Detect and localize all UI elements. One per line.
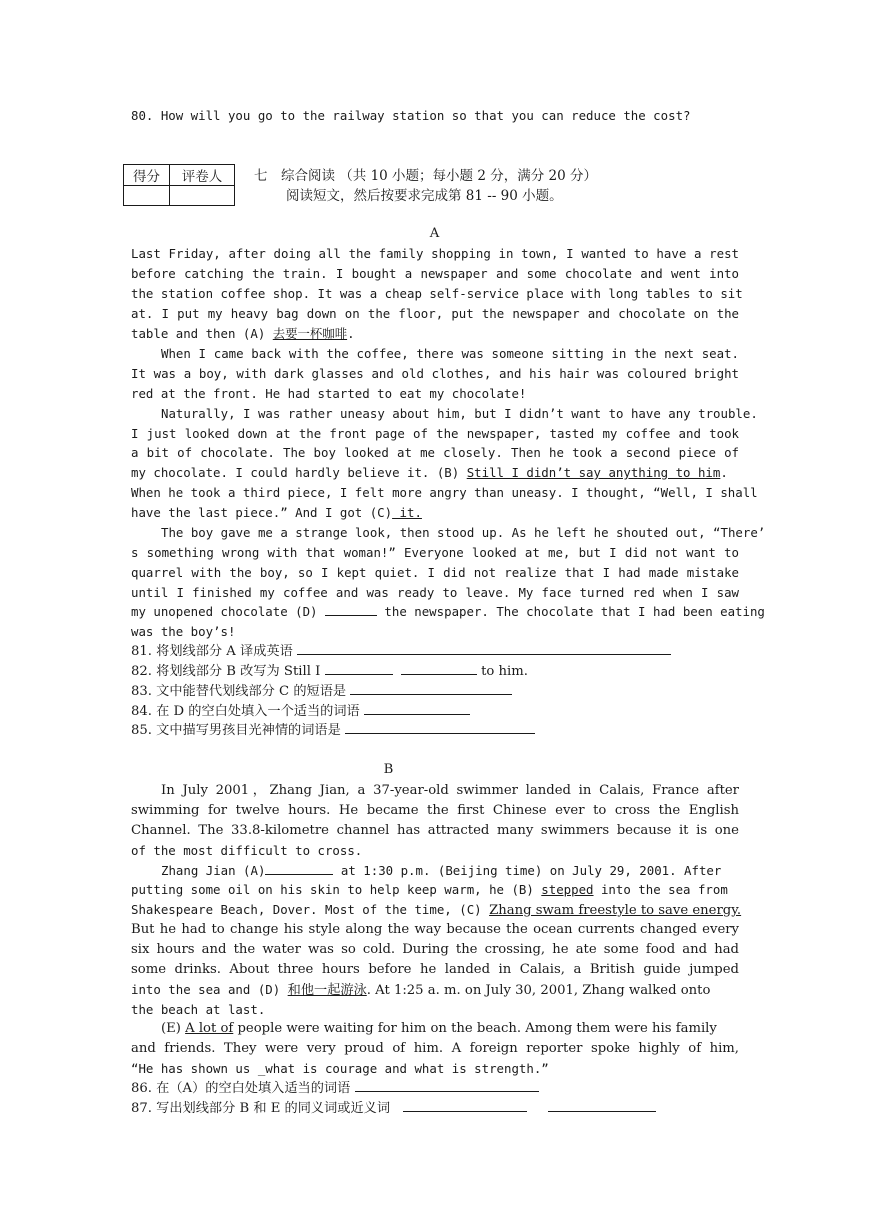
passage-a-heading: A bbox=[429, 226, 440, 241]
section-instruction: 阅读短文，然后按要求完成第 81 -- 90 小题。 bbox=[286, 188, 563, 204]
answer-87-e[interactable] bbox=[548, 1099, 656, 1112]
question-85: 85. 文中描写男孩目光神情的词语是 bbox=[131, 721, 739, 741]
passage-b-line: putting some oil on his skin to help keep warm, he (B) stepped into the sea from bbox=[131, 882, 728, 897]
passage-a-line: have the last piece.” And I got (C) it. bbox=[131, 505, 422, 520]
passage-b-line: six hours and the water was so cold. During the crossing, he ate some food and had bbox=[131, 942, 739, 957]
underlined-part-e: A lot of bbox=[185, 1021, 234, 1036]
answer-87-b[interactable] bbox=[403, 1099, 527, 1112]
passage-b-line: and friends. They were very proud of him. A foreign reporter spoke highly of him, bbox=[131, 1041, 739, 1056]
answer-81[interactable] bbox=[297, 642, 671, 655]
underlined-part-c: it. bbox=[392, 505, 422, 520]
passage-a-line: red at the front. He had started to eat my chocolate! bbox=[131, 386, 527, 401]
passage-b-line: the beach at last. bbox=[131, 1002, 266, 1017]
blank-a[interactable] bbox=[265, 862, 333, 875]
passage-a-line: the station coffee shop. It was a cheap self-service place with long tables to sit bbox=[131, 286, 743, 301]
passage-b-line: Shakespeare Beach, Dover. Most of the time, (C) Zhang swam freestyle to save energy. bbox=[131, 902, 742, 918]
passage-a-line: table and then (A) 去要一杯咖啡. bbox=[131, 326, 355, 341]
grader-cell[interactable] bbox=[170, 186, 235, 206]
passage-b-line: of the most difficult to cross. bbox=[131, 843, 363, 858]
answer-82-b[interactable] bbox=[401, 662, 477, 675]
question-87: 87. 写出划线部分 B 和 E 的同义词或近义词 bbox=[131, 1099, 739, 1119]
passage-b-line: (E) A lot of people were waiting for him on the beach. Among them were his family bbox=[161, 1021, 717, 1036]
underlined-part-c: Zhang swam freestyle to save energy. bbox=[489, 903, 742, 918]
score-table bbox=[123, 164, 235, 206]
grader-header: 评卷人 bbox=[170, 165, 235, 186]
passage-a-line: my chocolate. I could hardly believe it. (B) Still I didn’t say anything to him. bbox=[131, 465, 728, 480]
answer-86[interactable] bbox=[355, 1079, 539, 1092]
underlined-word-b: stepped bbox=[541, 882, 594, 897]
passage-b-line: “He has shown us _what is courage and what is strength.” bbox=[131, 1061, 549, 1076]
passage-a-line: until I finished my coffee and was ready to leave. My face turned red when I saw bbox=[131, 585, 739, 600]
answer-83[interactable] bbox=[350, 682, 512, 695]
passage-b-line: some drinks. About three hours before he landed in Calais, a British guide jumped bbox=[131, 962, 739, 977]
passage-b-line: into the sea and (D) 和他一起游泳. At 1:25 a. m. on July 30, 2001, Zhang walked onto bbox=[131, 982, 711, 998]
passage-a-line: a bit of chocolate. The boy looked at me closely. Then he took a second piece of bbox=[131, 445, 739, 460]
passage-a-line: s something wrong with that woman!” Everyone looked at me, but I did not want to bbox=[131, 545, 739, 560]
question-80: 80. How will you go to the railway station so that you can reduce the cost? bbox=[131, 108, 691, 123]
blank-d[interactable] bbox=[325, 603, 377, 616]
question-81: 81. 将划线部分 A 译成英语 bbox=[131, 642, 739, 662]
passage-a-line: quarrel with the boy, so I kept quiet. I did not realize that I had made mistake bbox=[131, 565, 739, 580]
passage-a-line: my unopened chocolate (D) the newspaper. The chocolate that I had been eating bbox=[131, 604, 765, 619]
passage-b-line: But he had to change his style along the way because the ocean currents changed every bbox=[131, 922, 739, 937]
passage-a-line: was the boy’s! bbox=[131, 624, 236, 639]
score-cell[interactable] bbox=[124, 186, 170, 206]
passage-a-line: When he took a third piece, I felt more angry than uneasy. I thought, “Well, I shall bbox=[131, 485, 758, 500]
question-83: 83. 文中能替代划线部分 C 的短语是 bbox=[131, 682, 739, 702]
answer-84[interactable] bbox=[364, 702, 470, 715]
passage-a-line: before catching the train. I bought a newspaper and some chocolate and went into bbox=[131, 266, 739, 281]
passage-a-line: I just looked down at the front page of the newspaper, tasted my coffee and took bbox=[131, 426, 739, 441]
question-82: 82. 将划线部分 B 改写为 Still I to him. bbox=[131, 664, 528, 679]
passage-a-line: at. I put my heavy bag down on the floor, put the newspaper and chocolate on the bbox=[131, 306, 739, 321]
underlined-part-a: 去要一杯咖啡 bbox=[272, 326, 348, 341]
passage-b-line: Channel. The 33.8-kilometre channel has attracted many swimmers because it is one bbox=[131, 823, 739, 838]
answer-85[interactable] bbox=[345, 721, 535, 734]
passage-a-line: Last Friday, after doing all the family shopping in town, I wanted to have a rest bbox=[131, 246, 739, 261]
passage-b-line: In July 2001，Zhang Jian, a 37-year-old swimmer landed in Calais, France after bbox=[161, 783, 739, 798]
score-header: 得分 bbox=[124, 165, 170, 186]
question-86: 86. 在（A）的空白处填入适当的词语 bbox=[131, 1079, 739, 1099]
passage-a-line: When I came back with the coffee, there was someone sitting in the next seat. bbox=[161, 346, 739, 361]
answer-82-a[interactable] bbox=[325, 662, 393, 675]
passage-b-line: Zhang Jian (A) at 1:30 p.m. (Beijing time) on July 29, 2001. After bbox=[161, 863, 722, 878]
passage-b-line: swimming for twelve hours. He became the first Chinese ever to cross the English bbox=[131, 803, 739, 818]
underlined-part-b: Still I didn’t say anything to him bbox=[466, 465, 721, 480]
question-84: 84. 在 D 的空白处填入一个适当的词语 bbox=[131, 702, 739, 722]
passage-b-heading: B bbox=[383, 762, 394, 777]
section-title: 七 综合阅读 （共 10 小题；每小题 2 分，满分 20 分） bbox=[254, 168, 597, 184]
passage-a-line: The boy gave me a strange look, then stood up. As he left he shouted out, “There’ bbox=[161, 525, 766, 540]
underlined-part-d: 和他一起游泳 bbox=[287, 983, 367, 998]
passage-a-line: It was a boy, with dark glasses and old clothes, and his hair was coloured bright bbox=[131, 366, 739, 381]
passage-a-line: Naturally, I was rather uneasy about him, but I didn’t want to have any trouble. bbox=[161, 406, 758, 421]
